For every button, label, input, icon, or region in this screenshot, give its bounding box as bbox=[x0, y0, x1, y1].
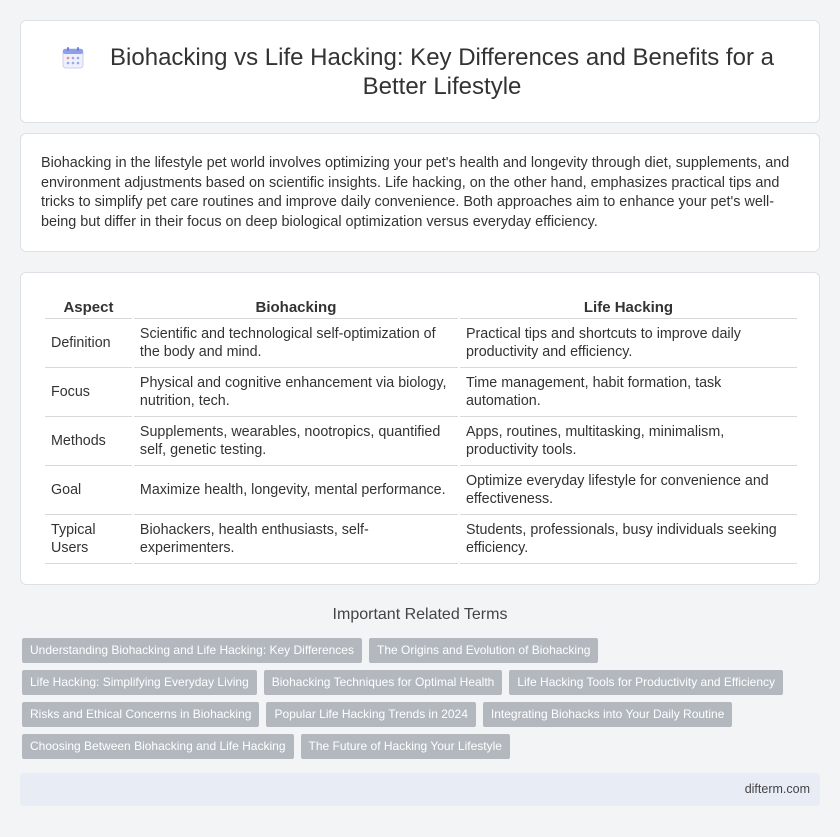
related-term-link[interactable]: The Future of Hacking Your Lifestyle bbox=[301, 734, 510, 759]
tag-row bbox=[22, 734, 822, 759]
tag-row bbox=[22, 670, 822, 695]
row-biohacking: Maximize health, longevity, mental performance. bbox=[134, 466, 458, 515]
tag-row bbox=[22, 638, 822, 663]
table-row bbox=[45, 319, 797, 368]
related-term-link[interactable]: Risks and Ethical Concerns in Biohacking bbox=[22, 702, 259, 727]
table-row bbox=[45, 417, 797, 466]
row-aspect: Definition bbox=[45, 319, 132, 368]
header-life-hacking: Life Hacking bbox=[460, 295, 797, 319]
calendar-icon bbox=[60, 45, 86, 71]
related-term-link[interactable]: Popular Life Hacking Trends in 2024 bbox=[266, 702, 475, 727]
table-row bbox=[45, 368, 797, 417]
row-life-hacking: Students, professionals, busy individuals seeking efficiency. bbox=[460, 515, 797, 564]
comparison-table-card bbox=[20, 272, 820, 585]
tag-row bbox=[22, 702, 822, 727]
row-life-hacking: Optimize everyday lifestyle for convenience and effectiveness. bbox=[460, 466, 797, 515]
header-biohacking: Biohacking bbox=[134, 295, 458, 319]
related-term-link[interactable]: The Origins and Evolution of Biohacking bbox=[369, 638, 598, 663]
table-row bbox=[45, 466, 797, 515]
related-term-link[interactable]: Life Hacking: Simplifying Everyday Living bbox=[22, 670, 257, 695]
related-terms-heading: Important Related Terms bbox=[332, 606, 508, 623]
related-term-link[interactable]: Choosing Between Biohacking and Life Hacking bbox=[22, 734, 294, 759]
row-biohacking: Scientific and technological self-optimization of the body and mind. bbox=[134, 319, 458, 368]
row-life-hacking: Apps, routines, multitasking, minimalism, productivity tools. bbox=[460, 417, 797, 466]
title-wrap bbox=[60, 43, 780, 101]
row-life-hacking: Time management, habit formation, task automation. bbox=[460, 368, 797, 417]
related-term-link[interactable]: Understanding Biohacking and Life Hacking: Key Differences bbox=[22, 638, 362, 663]
related-term-link[interactable]: Life Hacking Tools for Productivity and Efficiency bbox=[509, 670, 783, 695]
header-aspect: Aspect bbox=[45, 295, 132, 319]
comparison-table bbox=[43, 295, 799, 564]
table-row bbox=[45, 515, 797, 564]
intro-card bbox=[20, 133, 820, 252]
table-header-row bbox=[45, 295, 797, 319]
related-term-link[interactable]: Integrating Biohacks into Your Daily Routine bbox=[483, 702, 732, 727]
related-term-link[interactable]: Biohacking Techniques for Optimal Health bbox=[264, 670, 503, 695]
page-title: Biohacking vs Life Hacking: Key Differences and Benefits for a Better Lifestyle bbox=[110, 43, 774, 100]
footer bbox=[20, 773, 820, 806]
related-terms-tags bbox=[22, 638, 822, 766]
row-aspect: Goal bbox=[45, 466, 132, 515]
row-aspect: Typical Users bbox=[45, 515, 132, 564]
title-card bbox=[20, 20, 820, 123]
row-biohacking: Biohackers, health enthusiasts, self-experimenters. bbox=[134, 515, 458, 564]
footer-site-link[interactable]: difterm.com bbox=[744, 782, 810, 796]
row-aspect: Focus bbox=[45, 368, 132, 417]
row-biohacking: Physical and cognitive enhancement via biology, nutrition, tech. bbox=[134, 368, 458, 417]
row-life-hacking: Practical tips and shortcuts to improve daily productivity and efficiency. bbox=[460, 319, 797, 368]
intro-paragraph: Biohacking in the lifestyle pet world involves optimizing your pet's health and longevity through diet, supplements, and environment adjustments based on scientific insights. Life hacking, on the other hand, emphasizes practical tips and tricks to simplify pet care routines and improve daily convenience. Both approaches aim to enhance your pet's well-being but differ in their focus on deep biological optimization versus everyday efficiency. bbox=[41, 155, 790, 230]
row-biohacking: Supplements, wearables, nootropics, quantified self, genetic testing. bbox=[134, 417, 458, 466]
row-aspect: Methods bbox=[45, 417, 132, 466]
